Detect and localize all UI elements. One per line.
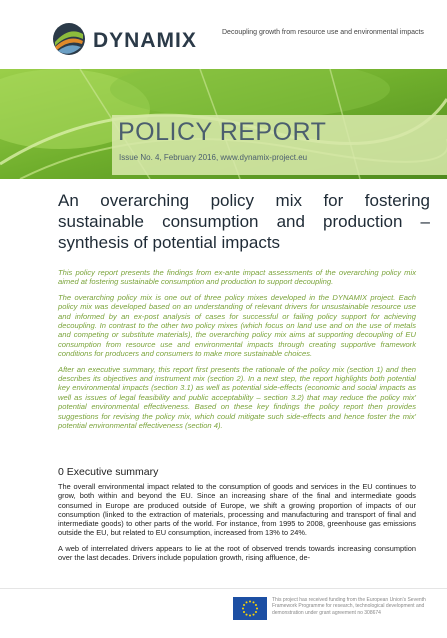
eu-flag-icon bbox=[233, 597, 267, 620]
abstract bbox=[58, 268, 416, 437]
tagline: Decoupling growth from resource use and environmental impacts bbox=[222, 29, 424, 36]
header bbox=[0, 0, 447, 65]
funding-note: This project has received funding from the European Union's Seventh Framework Programme for research, technological development and demonstration under grant agreement no 308674 bbox=[272, 597, 426, 616]
brand-name: DYNAMIX bbox=[93, 29, 197, 52]
dynamix-logo-icon bbox=[52, 22, 86, 56]
abstract-paragraph: The overarching policy mix is one out of three policy mixes developed in the DYNAMIX project. Each policy mix was developed based on an understanding of relevant drivers for unsustainable resource use and informed by an ex-post analysis of cases for successful or failing policy support for achieving decoupling. In contrast to the other two policy mixes (which focus on land use and on the use of metals and competing or substitute materials), the overarching policy mix aims at supporting decoupling of EU consumption from resource use and environmental impacts through creating supportive framework conditions for producers and consumers to make more sustainable choices. bbox=[58, 292, 416, 359]
body-text bbox=[58, 482, 416, 568]
issue-line: Issue No. 4, February 2016, www.dynamix-project.eu bbox=[119, 153, 308, 162]
footer-divider bbox=[0, 588, 447, 589]
body-paragraph: The overall environmental impact related to the consumption of goods and services in the EU continues to grow, both within and beyond the EU. Since an increasing share of the final and intermediate goods consumed in Europe are produced outside of Europe, we shift a growing proportion of impacts of our consumption (linked to the extraction of materials, processing and manufacturing and transport of final and intermediate goods) to other parts of the world. For instance, from 1995 to 2008, greenhouse gas emissions outside the EU, but related to EU consumption, increased from 13% to 24%. bbox=[58, 482, 416, 538]
hero-banner bbox=[0, 69, 447, 179]
document-title: An overarching policy mix for fostering sustainable consumption and production – synthesis of potential impacts bbox=[58, 191, 430, 252]
abstract-paragraph: After an executive summary, this report first presents the rationale of the policy mix (section 1) and then describes its objectives and instrument mix (section 2). In a next step, the report highlights both potential key environmental impacts (section 3.1) as well as potential side-effects (economic and social impacts as well as issues of legal feasibility and public acceptability – section 3.2) that may reduce the policy mix' potential environmental effectiveness. Based on these key findings the policy report then provides suggestions for revising the policy mix, which could mitigate such side-effects and hence foster the mix' potential environmental effectiveness (section 4). bbox=[58, 364, 416, 431]
abstract-paragraph: This policy report presents the findings from ex-ante impact assessments of the overarching policy mix aimed at fostering sustainable consumption and production to support decoupling. bbox=[58, 268, 416, 287]
section-heading: 0 Executive summary bbox=[58, 466, 159, 478]
body-paragraph: A web of interrelated drivers appears to lie at the root of observed trends towards increasing consumption over the last decades. Drivers include population growth, rising affluence, de- bbox=[58, 543, 416, 563]
report-type-title: POLICY REPORT bbox=[118, 118, 327, 146]
